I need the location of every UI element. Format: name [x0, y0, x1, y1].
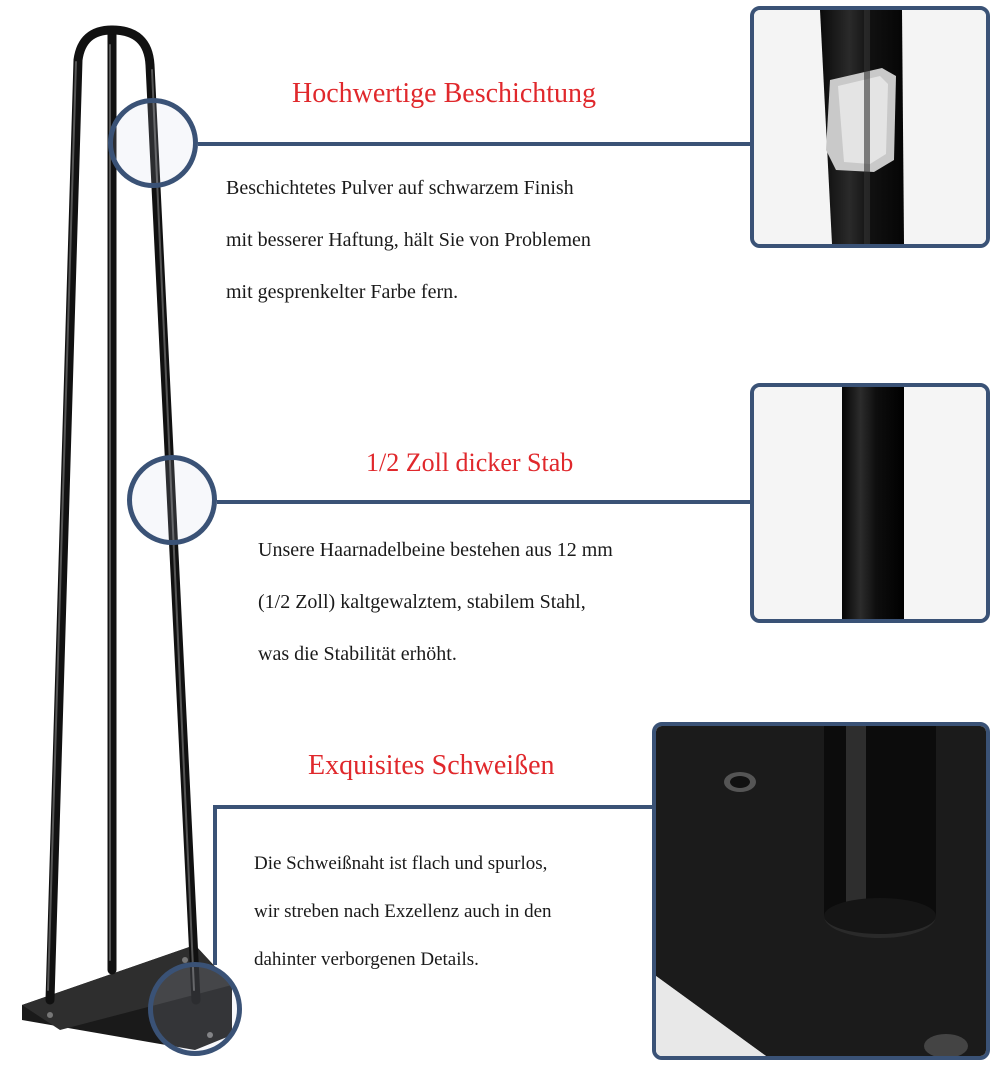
magnifier-circle-3	[148, 962, 242, 1056]
section-1-text	[226, 162, 591, 318]
section-1-line-2: mit besserer Haftung, hält Sie von Problemen	[226, 229, 591, 251]
section-3-line-1: Die Schweißnaht ist flach und spurlos,	[254, 853, 548, 874]
section-3-text	[254, 840, 552, 984]
section-1-line-3: mit gesprenkelter Farbe fern.	[226, 281, 459, 303]
section-2-line-3: was die Stabilität erhöht.	[258, 643, 457, 665]
welding-detail-photo	[652, 722, 990, 1060]
weld-plate-detail-icon	[656, 726, 986, 1056]
rod-thickness-photo	[750, 383, 990, 623]
rod-thickness-detail-icon	[754, 387, 986, 619]
connector-line-3	[215, 805, 655, 809]
section-2-line-1: Unsere Haarnadelbeine bestehen aus 12 mm	[258, 539, 613, 561]
connector-line-3-vertical	[213, 805, 217, 965]
magnifier-circle-2	[127, 455, 217, 545]
section-1-heading: Hochwertige Beschichtung	[292, 78, 597, 109]
section-2-line-2: (1/2 Zoll) kaltgewalztem, stabilem Stahl,	[258, 591, 586, 613]
section-3-line-3: dahinter verborgenen Details.	[254, 949, 479, 970]
section-3-heading: Exquisites Schweißen	[308, 750, 555, 781]
magnifier-circle-1	[108, 98, 198, 188]
section-1-line-1: Beschichtetes Pulver auf schwarzem Finish	[226, 177, 574, 199]
connector-line-2	[217, 500, 752, 504]
section-3-line-2: wir streben nach Exzellenz auch in den	[254, 901, 552, 922]
connector-line-1	[198, 142, 752, 146]
section-2-heading: 1/2 Zoll dicker Stab	[366, 448, 574, 477]
coated-rod-detail-icon	[754, 10, 986, 244]
coating-detail-photo	[750, 6, 990, 248]
section-2-text	[258, 524, 613, 680]
